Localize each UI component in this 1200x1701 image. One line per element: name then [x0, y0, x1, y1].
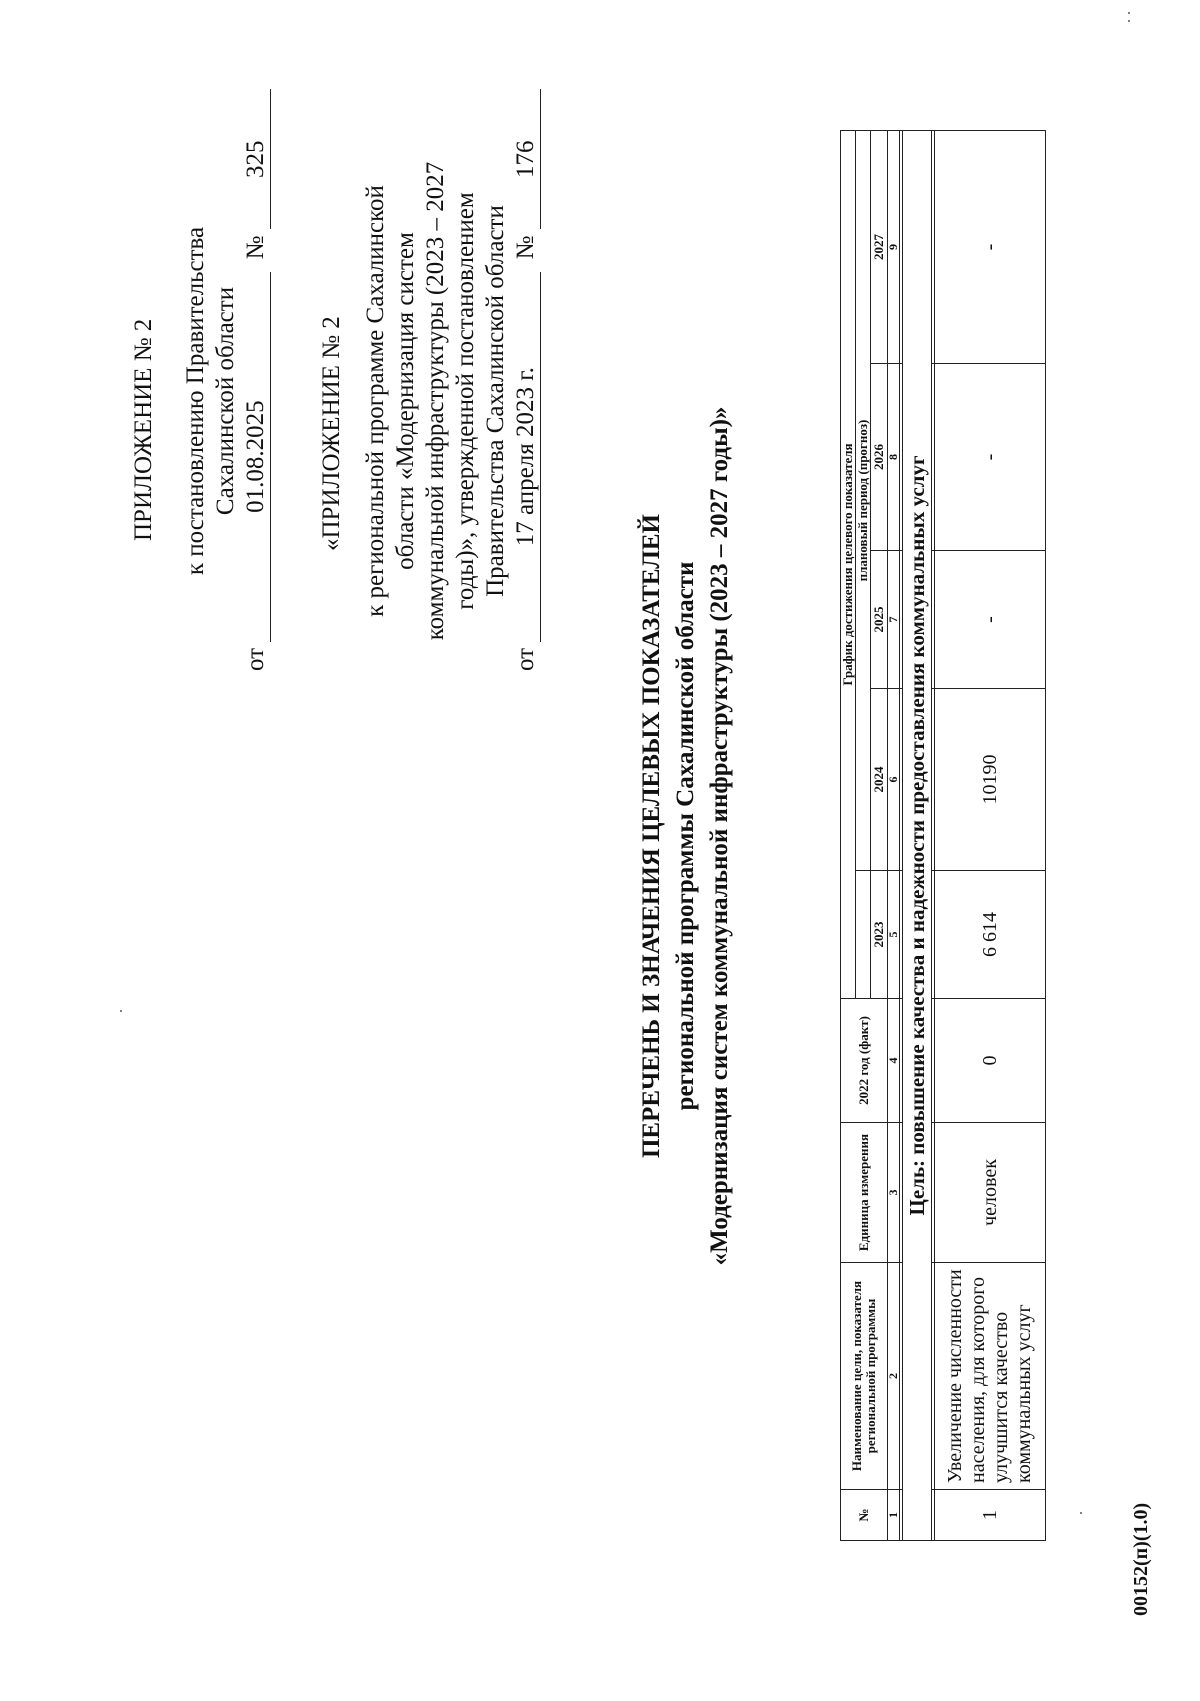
previous-appendix-line-3: коммунальной инфраструктуры (2023 – 2027 — [422, 161, 449, 641]
indicator-name-line: Увеличение численности — [944, 1269, 966, 1483]
document-title-line-3: «Модернизация систем коммунальной инфраструктуры (2023 – 2027 годы)» — [706, 406, 733, 1266]
year-2027: 2027 — [871, 131, 888, 364]
previous-appendix-date-line — [512, 89, 541, 671]
resolution-date: 01.08.2025 — [242, 272, 271, 642]
scan-speck — [1128, 12, 1130, 14]
indicator-name-line: улучшится качество — [990, 1311, 1012, 1483]
number-label: № — [512, 235, 539, 260]
goal-text: Цель: повышение качества и надежности предоставления коммунальных услуг — [903, 131, 932, 1541]
header-planned: плановый период (прогноз) — [856, 131, 871, 871]
value-2024: 10190 — [935, 689, 1046, 871]
header-unit: Единица измерения — [841, 1123, 888, 1263]
resolution-date-line — [242, 89, 271, 671]
column-numbers-row — [888, 131, 900, 1541]
document-title-line-2: региональной программы Сахалинской области — [672, 561, 699, 1111]
year-2023: 2023 — [871, 871, 888, 999]
previous-appendix-line-5: Правительства Сахалинской области — [482, 205, 509, 597]
scan-speck — [120, 1010, 122, 1012]
column-number: 9 — [888, 131, 900, 364]
indicator-name-line: населения, для которого — [967, 1276, 989, 1483]
header-fact: 2022 год (факт) — [841, 999, 888, 1123]
resolution-line-2: Сахалинской области — [212, 286, 239, 516]
column-number: 5 — [888, 871, 900, 999]
column-number: 7 — [888, 551, 900, 689]
appendix-title: ПРИЛОЖЕНИЕ № 2 — [130, 318, 157, 541]
document-title-line-1: ПЕРЕЧЕНЬ И ЗНАЧЕНИЯ ЦЕЛЕВЫХ ПОКАЗАТЕЛЕЙ — [638, 513, 665, 1159]
resolution-number: 325 — [242, 89, 271, 229]
indicator-name — [935, 1263, 1046, 1490]
year-2026: 2026 — [871, 364, 888, 551]
previous-appendix-line-1: к региональной программе Сахалинской — [362, 185, 389, 617]
column-number: 2 — [888, 1263, 900, 1490]
year-2024: 2024 — [871, 689, 888, 871]
column-number: 3 — [888, 1123, 900, 1263]
previous-appendix-date: 17 апреля 2023 г. — [512, 272, 541, 642]
indicator-unit: человек — [935, 1123, 1046, 1263]
value-2025: - — [935, 551, 1046, 689]
previous-appendix-number: 176 — [512, 89, 541, 229]
indicator-name-line: коммунальных услуг — [1013, 1304, 1035, 1483]
row-number: 1 — [935, 1490, 1046, 1541]
from-label: от — [242, 647, 269, 671]
column-number: 6 — [888, 689, 900, 871]
footer-code: 00152(п)(1.0) — [1130, 1502, 1152, 1616]
column-number: 8 — [888, 364, 900, 551]
value-2022: 0 — [935, 999, 1046, 1123]
header-schedule: График достижения целевого показателя — [841, 131, 856, 999]
value-2023: 6 614 — [935, 871, 1046, 999]
indicators-table — [840, 130, 1046, 1541]
header-name: Наименование цели, показателя региональной программы — [841, 1263, 888, 1490]
column-number: 1 — [888, 1490, 900, 1541]
previous-appendix-line-2: области «Модернизация систем — [392, 232, 419, 570]
header-no: № — [841, 1490, 888, 1541]
scan-speck — [1128, 20, 1130, 22]
value-2026: - — [935, 364, 1046, 551]
number-label: № — [242, 235, 269, 260]
previous-appendix-title: «ПРИЛОЖЕНИЕ № 2 — [318, 316, 345, 551]
year-2025: 2025 — [871, 551, 888, 689]
from-label: от — [512, 647, 539, 671]
scan-speck — [1080, 1512, 1082, 1514]
table-row — [935, 131, 1046, 1541]
previous-appendix-line-4: годы)», утвержденной постановлением — [452, 192, 479, 610]
goal-row — [903, 131, 932, 1541]
value-2027: - — [935, 131, 1046, 364]
column-number: 4 — [888, 999, 900, 1123]
resolution-line-1: к постановлению Правительства — [182, 226, 209, 576]
